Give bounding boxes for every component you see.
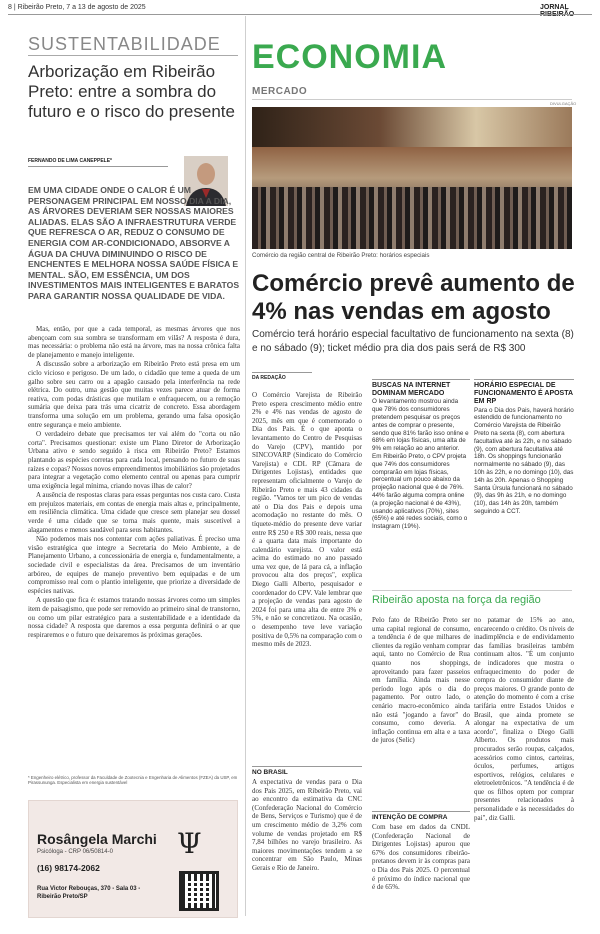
section-tag-mercado: MERCADO: [252, 86, 308, 97]
ad-role: Psicóloga - CRP 06/50814-0: [37, 849, 113, 855]
masthead-divider: [8, 14, 592, 15]
subsection-title-intencao: INTENÇÃO DE COMPRA: [372, 814, 448, 821]
news-column-1: O Comércio Varejista de Ribeirão Preto espera crescimento médio entre 2% e 4% nas vendas de agosto de 2025, mês em que é comemorado o Dia dos Pais. É o que aponta o levantamento do Centro de Pesquisas do Varejo (CPV), mantido por SINCOVARP (Sindicato do Comércio Varejista) e CDL RP (Câmara de Dirigentes Lojistas), entidades que representam oficialmente o Varejo de Ribeirão Preto e mais 43 cidades da região. "Vamos ter um pico de vendas até o Dia dos Pais e depois uma acomodação no restante do mês. O tíquete-médio do presente deve variar entre R$ 250 e R$ 300 reais, nessa que é a quarta data mais importante do calendário varejista. O valor está acima do estimado no ano passado uma vez que, de lá para cá, a inflação provocou alta dos preços", explica Diego Galli Alberto, pesquisador e coordenador do CPV. Vale lembrar que a projeção de vendas para agosto de 2024 foi para uma alta de entre 3% e 5%, e não se concretizou. Na ocasião, o desempenho teve leve variação positiva de 0,5% na comparação com o mesmo mês de 2023.: [252, 391, 362, 649]
column-divider: [245, 16, 246, 916]
section-title-economia: ECONOMIA: [252, 38, 447, 76]
opinion-body: [28, 325, 240, 640]
box-internet-search: [372, 382, 470, 531]
box-title: HORÁRIO ESPECIAL DE FUNCIONAMENTO É APOSTA EM RP: [474, 382, 573, 406]
masthead-newspaper-name: JORNAL: [540, 4, 569, 11]
box-special-hours: [474, 382, 574, 516]
main-subhead: Comércio terá horário especial facultativo de funcionamento na sexta (8) e no sábado (9); ticket médio pra dia dos pais será de R$ 300: [252, 329, 574, 354]
author-byline: FERNANDO DE LIMA CANEPPELE*: [28, 158, 112, 164]
ad-name: Rosângela Marchi: [37, 831, 157, 847]
news-byline: DA REDAÇÃO: [252, 375, 286, 381]
photo-caption: Comércio da região central de Ribeirão Preto: horários especiais: [252, 252, 430, 259]
street-commerce-photo: [252, 107, 572, 249]
byline-rule: [28, 166, 168, 167]
subsection-rule: [372, 590, 572, 591]
author-footnote: * Engenheiro elétrico, professor da Faculdade de Zootecnia e Engenharia de Alimentos (FZEA) da USP, em Pirassununga. Especialista em energia sustentável: [28, 775, 238, 786]
opinion-paragraph: A questão que fica é: estamos tratando nossas árvores como um simples item de paisagismo, que pode ser removido ao primeiro sinal de transtorno, ou como um pilar estratégico para a sustentabilidade e a identidade da nossa cidade? A resposta que daremos a essa pergunta definirá o ar que respiraremos e o futuro que deixaremos às próximas gerações.: [28, 596, 240, 639]
section-rule: [28, 55, 238, 56]
box-rule: [372, 379, 470, 380]
box-title: BUSCAS NA INTERNET DOMINAM MERCADO: [372, 382, 451, 398]
subsection-rule: [252, 766, 362, 767]
tag-rule: [252, 99, 572, 100]
opinion-paragraph: A discussão sobre a arborização em Ribeirão Preto está presa em um ciclo vicioso e perigoso. De um lado, o cidadão que teme a queda de um galho sobre seu carro ou a apagão causado pela interferência na rede elétrica. Do outro, uma gestão que muitas vezes parece atuar de forma reativa, com podas drásticas que mutilam e enfraquecem, ou a remoção sumária que deixa para trás uma cicatriz de concreto. Essa abordagem transforma uma solução em um problema, gerando uma falsa oposição entre segurança e meio ambiente.: [28, 360, 240, 429]
subsection-title: Ribeirão aposta na força da região: [372, 594, 541, 606]
photo-background: [252, 107, 572, 147]
opinion-paragraph: Não podemos mais nos contentar com ações paliativas. É preciso uma visão estratégica que integre a Secretaria do Meio Ambiente, a de Planejamento Urbano, a concessionária de energia e, fundamentalmente, a sociedade civil e especialistas da área. Precisamos de um inventário arbóreo, de equipes de manejo preventivo bem equipadas e de um compromisso real com o plantio inteligente, que priorize a diversidade de espécies nativas.: [28, 535, 240, 595]
news-column-2c: Com base em dados da CNDL (Confederação Nacional de Dirigentes Lojistas) apurou que 67% dos consumidores ribeirão-pretanos devem ir às compras para o Dia dos Pais 2025. O percentual é próximo do índice nacional que é de 65%.: [372, 823, 470, 892]
opinion-paragraph: Mas, então, por que a cada temporal, as mesmas árvores que nos abençoam com sua sombra se transformam em vilãs? A resposta é dura, mas necessária: o problema não está na árvore, mas na nossa crônica falta de planejamento e manejo inteligente.: [28, 325, 240, 359]
subsection-rule: [372, 811, 470, 812]
main-headline: Comércio prevê aumento de 4% nas vendas em agosto: [252, 270, 575, 325]
ad-address: Rua Victor Rebouças, 370 - Sala 03 - Ribeirão Preto/SP: [37, 886, 141, 900]
subsection-title-no-brasil: NO BRASIL: [252, 769, 288, 776]
section-title-sustentabilidade: SUSTENTABILIDADE: [28, 34, 221, 54]
psi-symbol-icon: Ψ: [177, 827, 202, 860]
masthead-page-info: 8 | Ribeirão Preto, 7 a 13 de agosto de 2025: [8, 4, 146, 11]
box-rule: [474, 379, 574, 380]
news-column-3: no patamar de 15% ao ano, encarecendo o crédito. Os níveis de inadimplência e de endividamento das famílias brasileiras também continuam altos. "É um conjunto de indicadores que mostra o enfraquecimento do poder de compra do consumidor diante de preços maiores. O grande ponto de atenção do momento é com a crise tarifária entre Estados Unidos e Brasil, que ainda promete se alongar na expectativa de um acordo", finaliza o Diego Galli Alberto. Os produtos mais procurados serão roupas, calçados, acessórios como cintos, carteiras, óculos, perfumes, artigos esportivos, relógios, celulares e eletroeletrônicos. "A tendência é de que os filhos optem por comprar presentes relacionados à personalidade e às necessidades do pai", diz Galli.: [474, 616, 574, 822]
byline-rule: [252, 372, 312, 373]
photo-crowd: [252, 187, 572, 249]
news-column-2: Pelo fato de Ribeirão Preto ser uma capital regional de consumo, a tendência é de que milhares de clientes da região venham comprar aqui, tanto no Comércio de Rua quanto nos shoppings, aproveitando para fazer passeios em família. Ainda mais nesse período logo após o dia do pagamento. Por outro lado, o cenário macro-econômico ainda não está "jogando a favor" do consumo, como deveria. A inflação continua em alta e a taxa de juros (Selic): [372, 616, 470, 745]
opinion-paragraph: O verdadeiro debate que precisamos ter vai além do "corta ou não corta". Precisamos questionar: existe um Plano Diretor de Arborização Urbana ativo e sendo seguido à risca em Ribeirão Preto? Estamos plantando as espécies corretas para cada local, pensando no futuro de suas raízes e copas? Nossos novos empreendimentos imobiliários são projetados para integrar a vegetação como elemento central ou apenas para cumprir uma exigência legal mínima, criando novas ilhas de calor?: [28, 430, 240, 490]
opinion-headline: Arborização em Ribeirão Preto: entre a sombra do futuro e o risco do presente: [28, 62, 235, 121]
ad-phone: (16) 98174-2062: [37, 863, 100, 873]
opinion-lead: EM UMA CIDADE ONDE O CALOR É UM PERSONAGEM PRINCIPAL EM NOSSO DIA A DIA, AS ÁRVORES DEVERIAM SER NOSSAS MAIORES ALIADAS. ELAS SÃO A INFRAESTRUTURA VERDE QUE REFRESCA O AR, REDUZ O CONSUMO DE ENERGIA COM AR-CONDICIONADO, ABSORVE A ÁGUA DA CHUVA DIMINUINDO O RISCO DE ENCHENTES E MELHORA NOSSA SAÚDE FÍSICA E MENTAL. SÃO, EM ESSÊNCIA, UM DOS INVESTIMENTOS MAIS INTELIGENTES E BARATOS PARA GARANTIR NOSSA QUALIDADE DE VIDA.: [28, 185, 240, 301]
news-column-1b: A expectativa de vendas para o Dia dos Pais 2025, em Ribeirão Preto, vai ao encontro da estimativa da CNC (Confederação Nacional do Comércio de Bens, Serviços e Turismo) que é de um crescimento médio de 3,2% com volume de vendas projetado em R$ 7,84 bilhões no varejo brasileiro. As maiores movimentações tendem a se concentrar em São Paulo, Minas Gerais e Rio de Janeiro.: [252, 778, 362, 872]
box-text: Para o Dia dos Pais, haverá horário estendido de funcionamento no Comércio Varejista de Ribeirão Preto na sexta (8), com abertura facultativa até às 22h, e no sábado (9), com abertura facultativa até 18h. Os shoppings funcionarão normalmente no sábado (9), das 10h às 22h, e no domingo (10), das 14h às 20h. Apenas o Shopping Santa Úrsula funcionará no sábado (9), das 9h às 21h, e no domingo (10), das 14h às 20h, também seguindo a CCT.: [474, 406, 574, 515]
opinion-paragraph: A ausência de respostas claras para essas perguntas nos custa caro. Custa em prejuízos materiais, em contas de energia mais altas e, principalmente, em resiliência climática. Uma cidade que cresce sem planejar seu dossel verde é uma cidade que se torna mais quente, mais suscetível a alagamentos e menos saudável para seus habitantes.: [28, 491, 240, 534]
qr-code-icon: [179, 871, 219, 911]
photo-credit: DIVULGAÇÃO: [550, 101, 577, 106]
psychologist-advertisement[interactable]: [28, 800, 238, 918]
box-text: O levantamento mostrou ainda que 78% dos consumidores pretendem pesquisar os preços antes de comprar o presente, sendo que 81% farão isso online e 68% em lojas físicas, uma alta de 9% em relação ao ano anterior. Em Ribeirão Preto, o CPV projeta que 74% dos consumidores comprarão em lojas físicas, percentual um pouco abaixo da projeção nacional que é de 76%. 44% farão alguma compra online (a projeção nacional é de 43%), usando aplicativos (70%), sites (65%) e até redes sociais, como o Instagram (19%).: [372, 398, 469, 531]
